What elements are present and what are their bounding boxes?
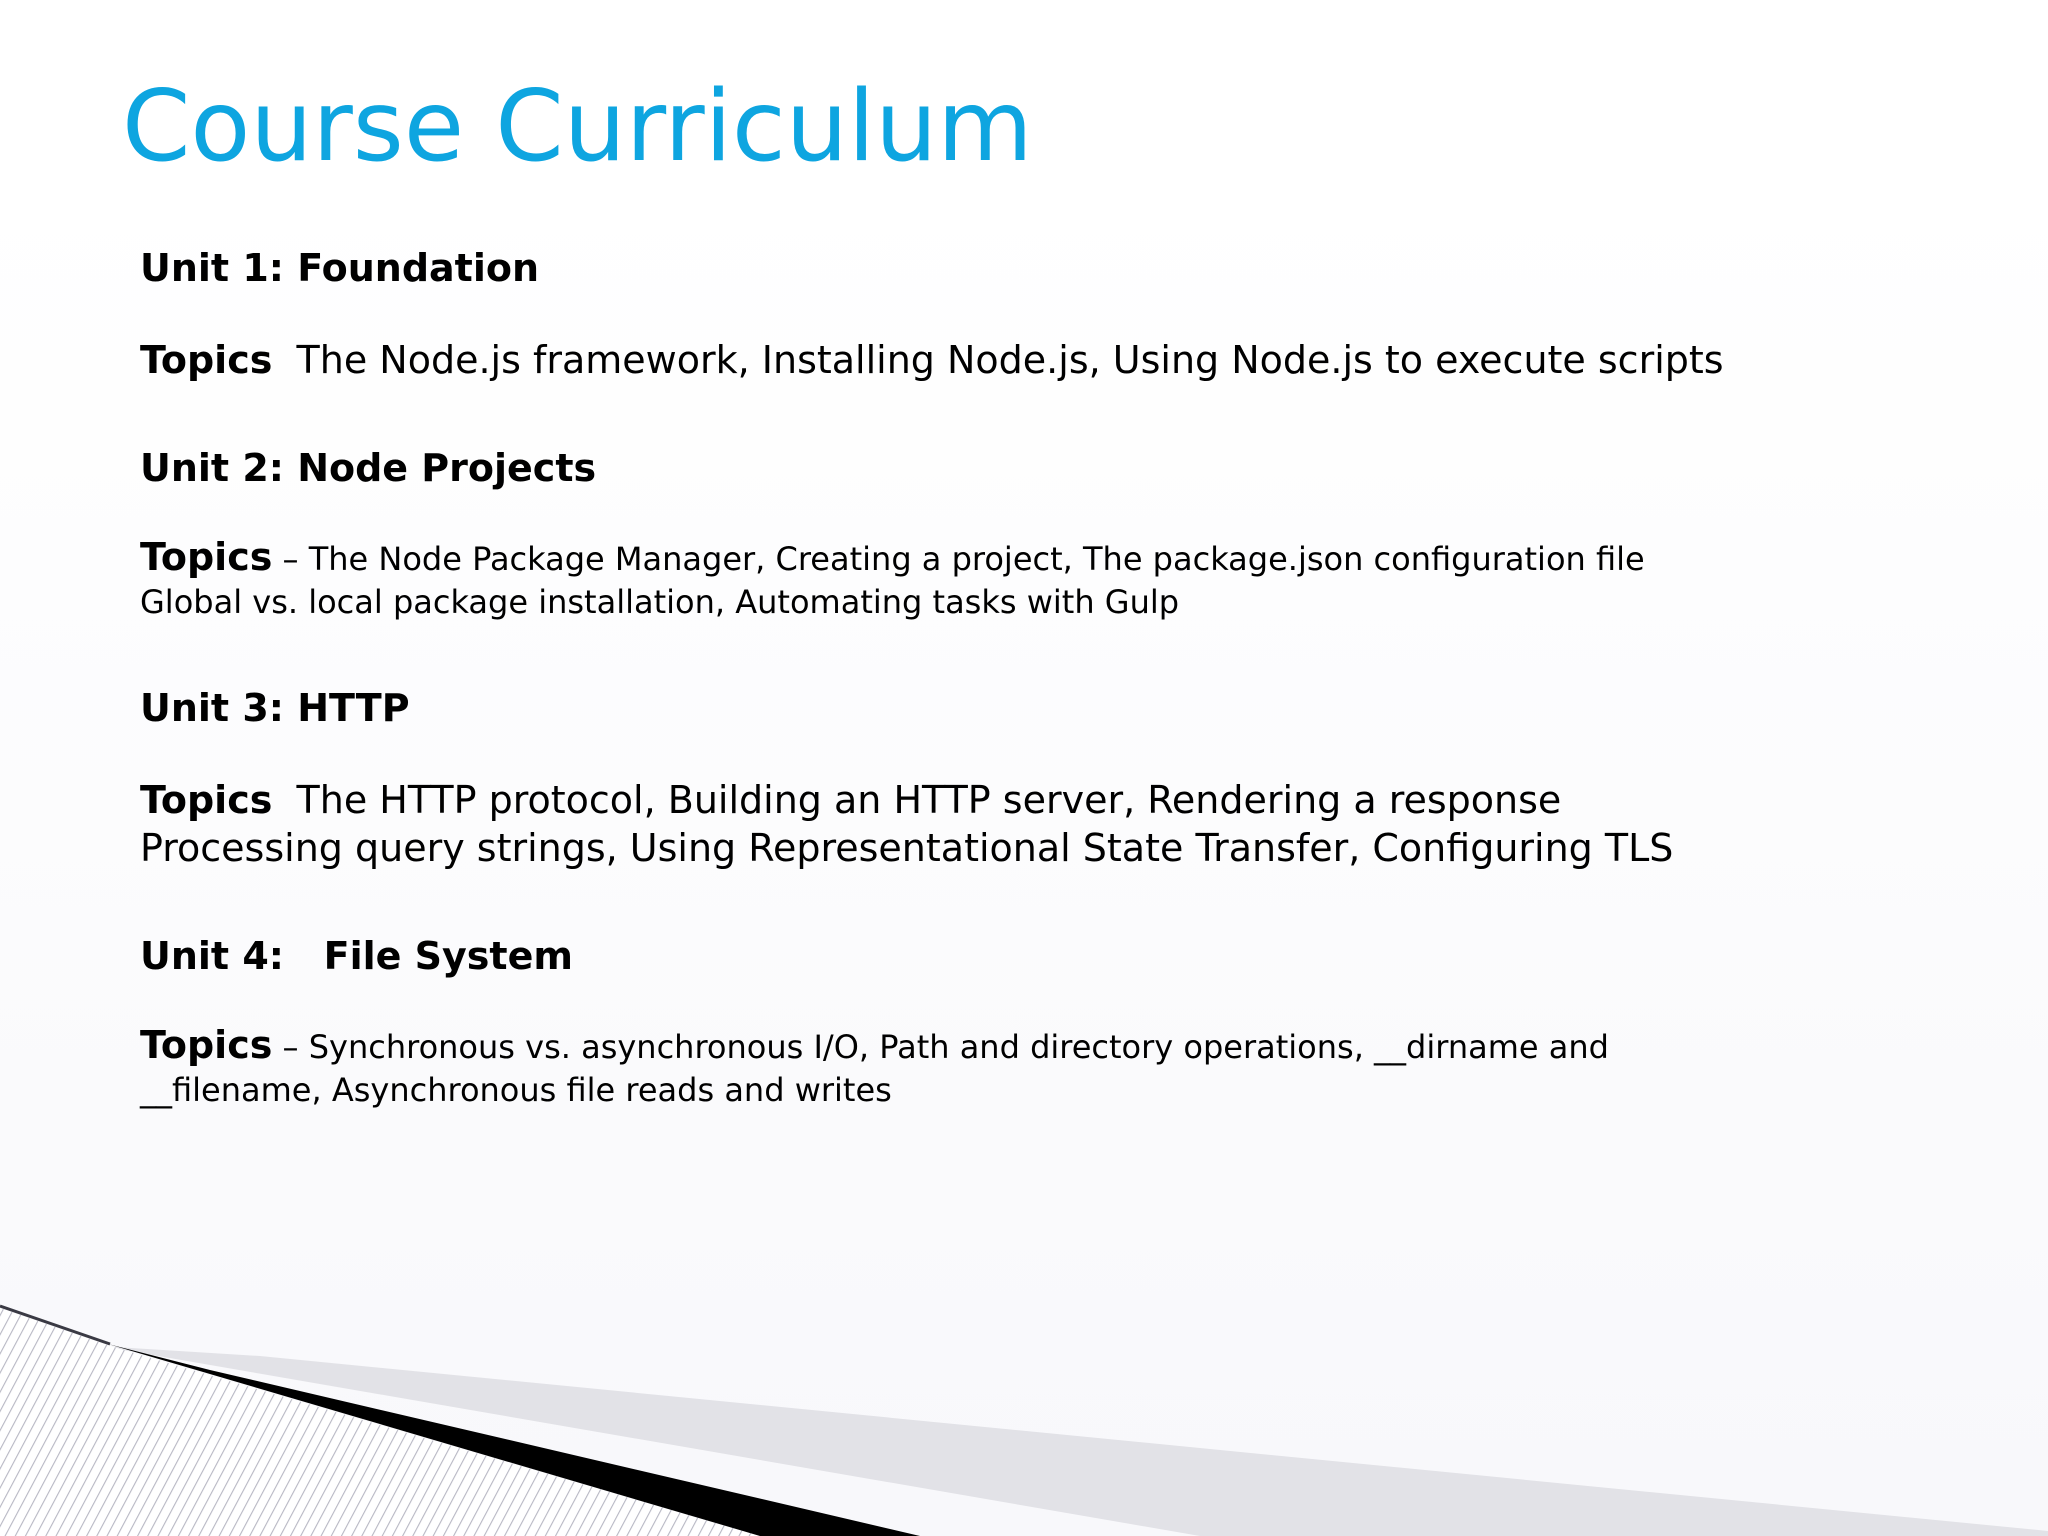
unit-2-topics-separator: –: [272, 540, 309, 578]
unit-2-topics-line-1: The Node Package Manager, Creating a project, The package.json configuration file: [308, 540, 1645, 578]
unit-1-heading: Unit 1: Foundation: [140, 246, 540, 290]
unit-3-topics-line-2: Processing query strings, Using Representational State Transfer, Configuring TLS: [140, 826, 1674, 870]
unit-2-heading: Unit 2: Node Projects: [140, 446, 597, 490]
unit-3-heading: Unit 3: HTTP: [140, 686, 410, 730]
unit-4-topics: [140, 1024, 1960, 1112]
unit-3-topics-separator: [272, 778, 296, 822]
unit-3-topics-line-1: The HTTP protocol, Building an HTTP server, Rendering a response: [296, 778, 1562, 822]
unit-2-topics-label: Topics: [140, 535, 273, 579]
unit-1-topics-line-1: The Node.js framework, Installing Node.js, Using Node.js to execute scripts: [296, 338, 1724, 382]
unit-2-topics: [140, 536, 1960, 624]
unit-4-topics-label: Topics: [140, 1023, 273, 1067]
unit-3-topics-label: Topics: [140, 778, 273, 822]
curriculum-content: [140, 240, 1960, 1112]
unit-1-topics-label: Topics: [140, 338, 273, 382]
unit-4-topics-line-1: Synchronous vs. asynchronous I/O, Path and directory operations, __dirname and: [308, 1028, 1609, 1066]
unit-4-heading: Unit 4: File System: [140, 934, 573, 978]
slide-title: Course Curriculum: [122, 70, 1033, 184]
unit-3-topics: [140, 776, 1960, 872]
unit-2-topics-line-2: Global vs. local package installation, Automating tasks with Gulp: [140, 583, 1180, 621]
decorative-corner-wedge: [0, 1276, 2048, 1536]
unit-1-topics-separator: [272, 338, 296, 382]
unit-4-topics-line-2: __filename, Asynchronous file reads and writes: [140, 1071, 892, 1109]
unit-1-topics: [140, 336, 1960, 384]
unit-4-topics-separator: –: [272, 1028, 309, 1066]
